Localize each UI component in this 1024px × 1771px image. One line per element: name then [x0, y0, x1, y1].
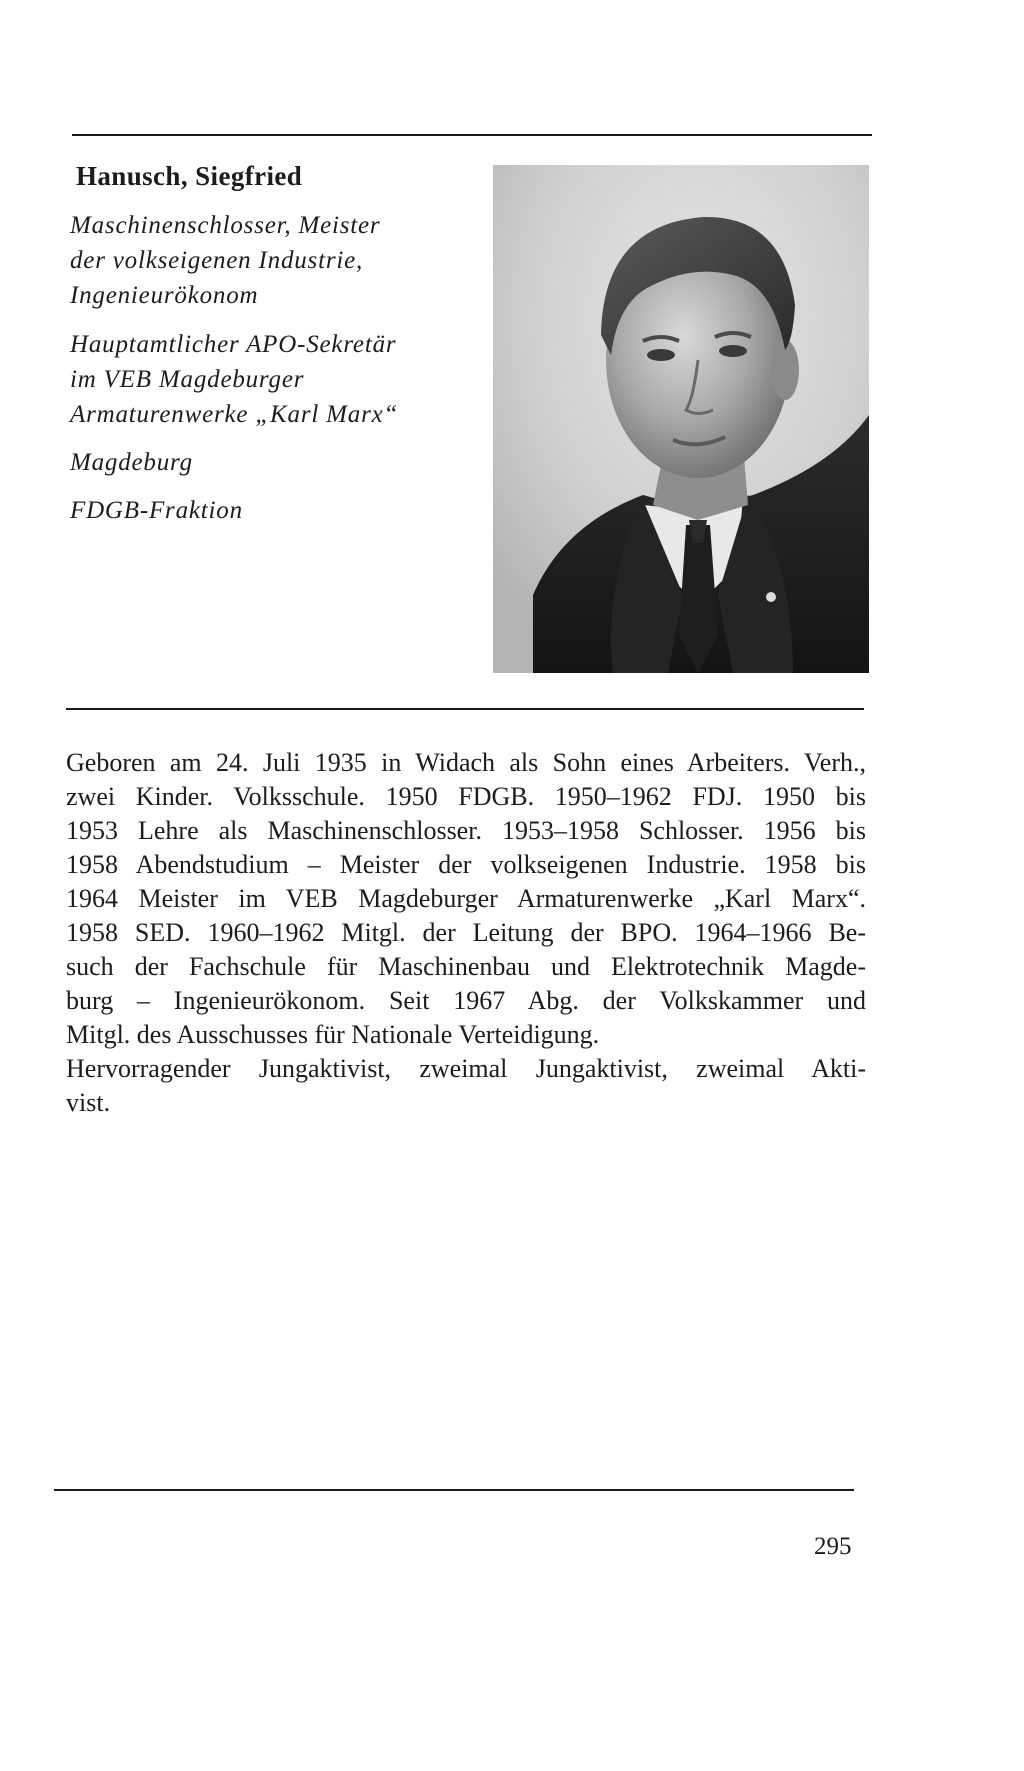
- faction: FDGB-Fraktion: [70, 497, 243, 524]
- biography-line: such der Fachschule für Maschinenbau und Elektrotechnik Magde-: [66, 952, 866, 981]
- position-line: Armaturenwerke „Karl Marx“: [70, 401, 399, 428]
- page-number: 295: [814, 1533, 852, 1560]
- biography-line: Geboren am 24. Juli 1935 in Widach als Sohn eines Arbeiters. Verh.,: [66, 748, 866, 777]
- occupation: [70, 208, 470, 313]
- person-name: Hanusch, Siegfried: [76, 161, 303, 191]
- position-line: im VEB Magdeburger: [70, 366, 305, 393]
- location: Magdeburg: [70, 449, 193, 476]
- biography-line: Hervorragender Jungaktivist, zweimal Jungaktivist, zweimal Akti-: [66, 1054, 866, 1083]
- occupation-line: Ingenieurökonom: [70, 282, 259, 309]
- biography-line: burg – Ingenieurökonom. Seit 1967 Abg. der Volkskammer und: [66, 986, 866, 1015]
- position: [70, 327, 470, 432]
- portrait-photo: [493, 165, 869, 673]
- biography-line: Mitgl. des Ausschusses für Nationale Verteidigung.: [66, 1020, 600, 1049]
- portrait-photo-icon: [493, 165, 869, 673]
- occupation-line: der volkseigenen Industrie,: [70, 247, 364, 274]
- top-rule: [72, 134, 872, 136]
- biography: [66, 746, 866, 1120]
- middle-rule: [66, 708, 864, 710]
- biography-line: 1964 Meister im VEB Magdeburger Armaturenwerke „Karl Marx“.: [66, 884, 866, 913]
- biography-line: 1958 Abendstudium – Meister der volkseigenen Industrie. 1958 bis: [66, 850, 866, 879]
- biography-line: 1958 SED. 1960–1962 Mitgl. der Leitung der BPO. 1964–1966 Be-: [66, 918, 866, 947]
- biography-line: vist.: [66, 1088, 111, 1117]
- position-line: Hauptamtlicher APO-Sekretär: [70, 331, 397, 358]
- biography-line: zwei Kinder. Volksschule. 1950 FDGB. 1950–1962 FDJ. 1950 bis: [66, 782, 866, 811]
- bottom-rule: [54, 1489, 854, 1491]
- biography-line: 1953 Lehre als Maschinenschlosser. 1953–1958 Schlosser. 1956 bis: [66, 816, 866, 845]
- occupation-line: Maschinenschlosser, Meister: [70, 212, 381, 239]
